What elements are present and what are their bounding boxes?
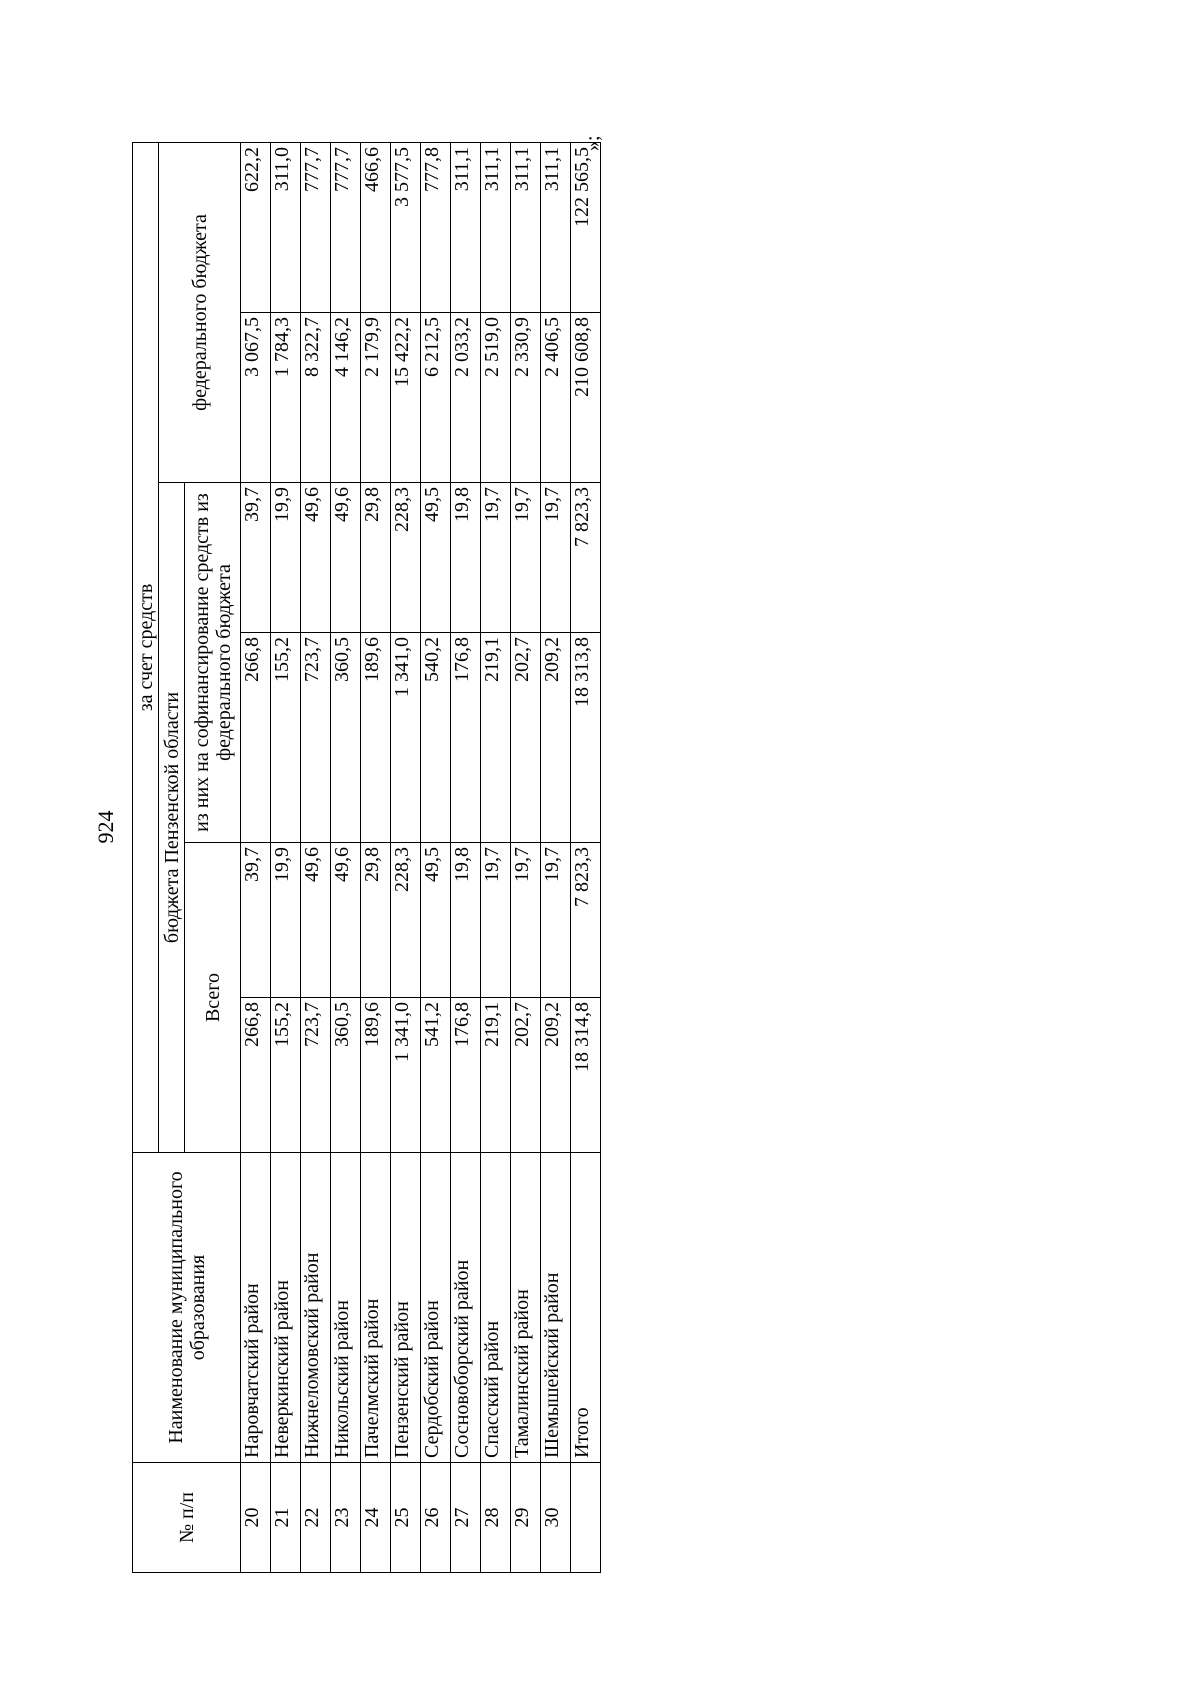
total-value-cell: 18 313,8 bbox=[571, 633, 601, 843]
municipality-name: Наровчатский район bbox=[241, 1153, 271, 1463]
value-cell: 15 422,2 bbox=[391, 313, 421, 483]
municipality-name: Неверкинский район bbox=[271, 1153, 301, 1463]
total-value-cell: 7 823,3 bbox=[571, 843, 601, 998]
value-cell: 311,1 bbox=[541, 142, 571, 312]
municipality-name: Шемышейский район bbox=[541, 1153, 571, 1463]
total-value-cell: 122 565,5 bbox=[571, 142, 601, 312]
row-number: 20 bbox=[241, 1463, 271, 1573]
value-cell: 311,1 bbox=[481, 142, 511, 312]
value-cell: 2 179,9 bbox=[361, 313, 391, 483]
value-cell: 219,1 bbox=[481, 633, 511, 843]
value-cell: 360,5 bbox=[331, 633, 361, 843]
value-cell: 19,7 bbox=[511, 843, 541, 998]
header-federal-budget: федерального бюджета bbox=[159, 142, 241, 482]
municipality-name: Тамалинский район bbox=[511, 1153, 541, 1463]
value-cell: 2 330,9 bbox=[511, 313, 541, 483]
row-number bbox=[571, 1463, 601, 1573]
municipality-name: Пачелмский район bbox=[361, 1153, 391, 1463]
header-regional-budget: бюджета Пензенской области bbox=[159, 483, 185, 1153]
header-cofinancing: из них на софинансирование средств из федерального бюджета bbox=[185, 483, 241, 843]
header-funding-source: за счет средств bbox=[133, 142, 159, 1152]
value-cell: 19,7 bbox=[481, 843, 511, 998]
row-number: 23 bbox=[331, 1463, 361, 1573]
municipality-name: Спасский район bbox=[481, 1153, 511, 1463]
page-number: 924 bbox=[93, 810, 118, 844]
value-cell: 189,6 bbox=[361, 633, 391, 843]
value-cell: 19,8 bbox=[451, 843, 481, 998]
row-number: 30 bbox=[541, 1463, 571, 1573]
value-cell: 19,7 bbox=[541, 843, 571, 998]
table-body bbox=[241, 142, 601, 1572]
value-cell: 219,1 bbox=[481, 998, 511, 1153]
value-cell: 49,6 bbox=[301, 483, 331, 633]
value-cell: 3 577,5 bbox=[391, 142, 421, 312]
value-cell: 49,5 bbox=[421, 843, 451, 998]
table-row bbox=[541, 142, 571, 1572]
table-row bbox=[271, 142, 301, 1572]
total-label: Итого bbox=[571, 1153, 601, 1463]
value-cell: 228,3 bbox=[391, 483, 421, 633]
budget-table bbox=[132, 142, 601, 1573]
total-value-cell: 210 608,8 bbox=[571, 313, 601, 483]
value-cell: 19,7 bbox=[511, 483, 541, 633]
municipality-name: Сосновоборский район bbox=[451, 1153, 481, 1463]
value-cell: 777,7 bbox=[301, 142, 331, 312]
row-number: 22 bbox=[301, 1463, 331, 1573]
value-cell: 39,7 bbox=[241, 843, 271, 998]
value-cell: 49,6 bbox=[301, 843, 331, 998]
table-row bbox=[421, 142, 451, 1572]
value-cell: 8 322,7 bbox=[301, 313, 331, 483]
value-cell: 2 033,2 bbox=[451, 313, 481, 483]
value-cell: 202,7 bbox=[511, 633, 541, 843]
row-number: 26 bbox=[421, 1463, 451, 1573]
table-row bbox=[301, 142, 331, 1572]
header-total: Всего bbox=[185, 843, 241, 1153]
closing-quote-mark: »; bbox=[582, 135, 604, 151]
value-cell: 540,2 bbox=[421, 633, 451, 843]
table-row bbox=[451, 142, 481, 1572]
total-row bbox=[571, 142, 601, 1572]
value-cell: 360,5 bbox=[331, 998, 361, 1153]
header-name: Наименование муниципального образования bbox=[133, 1153, 241, 1463]
value-cell: 202,7 bbox=[511, 998, 541, 1153]
value-cell: 209,2 bbox=[541, 998, 571, 1153]
value-cell: 19,9 bbox=[271, 843, 301, 998]
municipality-name: Нижнеломовский район bbox=[301, 1153, 331, 1463]
value-cell: 49,6 bbox=[331, 483, 361, 633]
value-cell: 19,9 bbox=[271, 483, 301, 633]
municipality-name: Никольский район bbox=[331, 1153, 361, 1463]
table-row bbox=[361, 142, 391, 1572]
value-cell: 777,7 bbox=[331, 142, 361, 312]
row-number: 28 bbox=[481, 1463, 511, 1573]
table-row bbox=[391, 142, 421, 1572]
municipality-name: Сердобский район bbox=[421, 1153, 451, 1463]
table-row bbox=[481, 142, 511, 1572]
value-cell: 466,6 bbox=[361, 142, 391, 312]
value-cell: 29,8 bbox=[361, 843, 391, 998]
value-cell: 3 067,5 bbox=[241, 313, 271, 483]
value-cell: 19,7 bbox=[481, 483, 511, 633]
value-cell: 777,8 bbox=[421, 142, 451, 312]
value-cell: 6 212,5 bbox=[421, 313, 451, 483]
municipality-name: Пензенский район bbox=[391, 1153, 421, 1463]
value-cell: 1 341,0 bbox=[391, 633, 421, 843]
value-cell: 1 341,0 bbox=[391, 998, 421, 1153]
value-cell: 622,2 bbox=[241, 142, 271, 312]
value-cell: 266,8 bbox=[241, 633, 271, 843]
value-cell: 39,7 bbox=[241, 483, 271, 633]
value-cell: 2 406,5 bbox=[541, 313, 571, 483]
value-cell: 155,2 bbox=[271, 633, 301, 843]
row-number: 21 bbox=[271, 1463, 301, 1573]
value-cell: 266,8 bbox=[241, 998, 271, 1153]
value-cell: 209,2 bbox=[541, 633, 571, 843]
value-cell: 29,8 bbox=[361, 483, 391, 633]
row-number: 24 bbox=[361, 1463, 391, 1573]
row-number: 29 bbox=[511, 1463, 541, 1573]
total-value-cell: 7 823,3 bbox=[571, 483, 601, 633]
value-cell: 541,2 bbox=[421, 998, 451, 1153]
budget-table-container bbox=[132, 143, 599, 1573]
value-cell: 2 519,0 bbox=[481, 313, 511, 483]
row-number: 27 bbox=[451, 1463, 481, 1573]
value-cell: 189,6 bbox=[361, 998, 391, 1153]
value-cell: 19,7 bbox=[541, 483, 571, 633]
value-cell: 311,0 bbox=[271, 142, 301, 312]
table-row bbox=[241, 142, 271, 1572]
value-cell: 176,8 bbox=[451, 998, 481, 1153]
value-cell: 723,7 bbox=[301, 998, 331, 1153]
value-cell: 49,5 bbox=[421, 483, 451, 633]
value-cell: 155,2 bbox=[271, 998, 301, 1153]
table-row bbox=[331, 142, 361, 1572]
value-cell: 176,8 bbox=[451, 633, 481, 843]
value-cell: 723,7 bbox=[301, 633, 331, 843]
value-cell: 4 146,2 bbox=[331, 313, 361, 483]
value-cell: 49,6 bbox=[331, 843, 361, 998]
header-num: № п/п bbox=[133, 1463, 241, 1573]
table-row bbox=[511, 142, 541, 1572]
value-cell: 311,1 bbox=[511, 142, 541, 312]
value-cell: 311,1 bbox=[451, 142, 481, 312]
value-cell: 228,3 bbox=[391, 843, 421, 998]
value-cell: 19,8 bbox=[451, 483, 481, 633]
row-number: 25 bbox=[391, 1463, 421, 1573]
total-value-cell: 18 314,8 bbox=[571, 998, 601, 1153]
value-cell: 1 784,3 bbox=[271, 313, 301, 483]
